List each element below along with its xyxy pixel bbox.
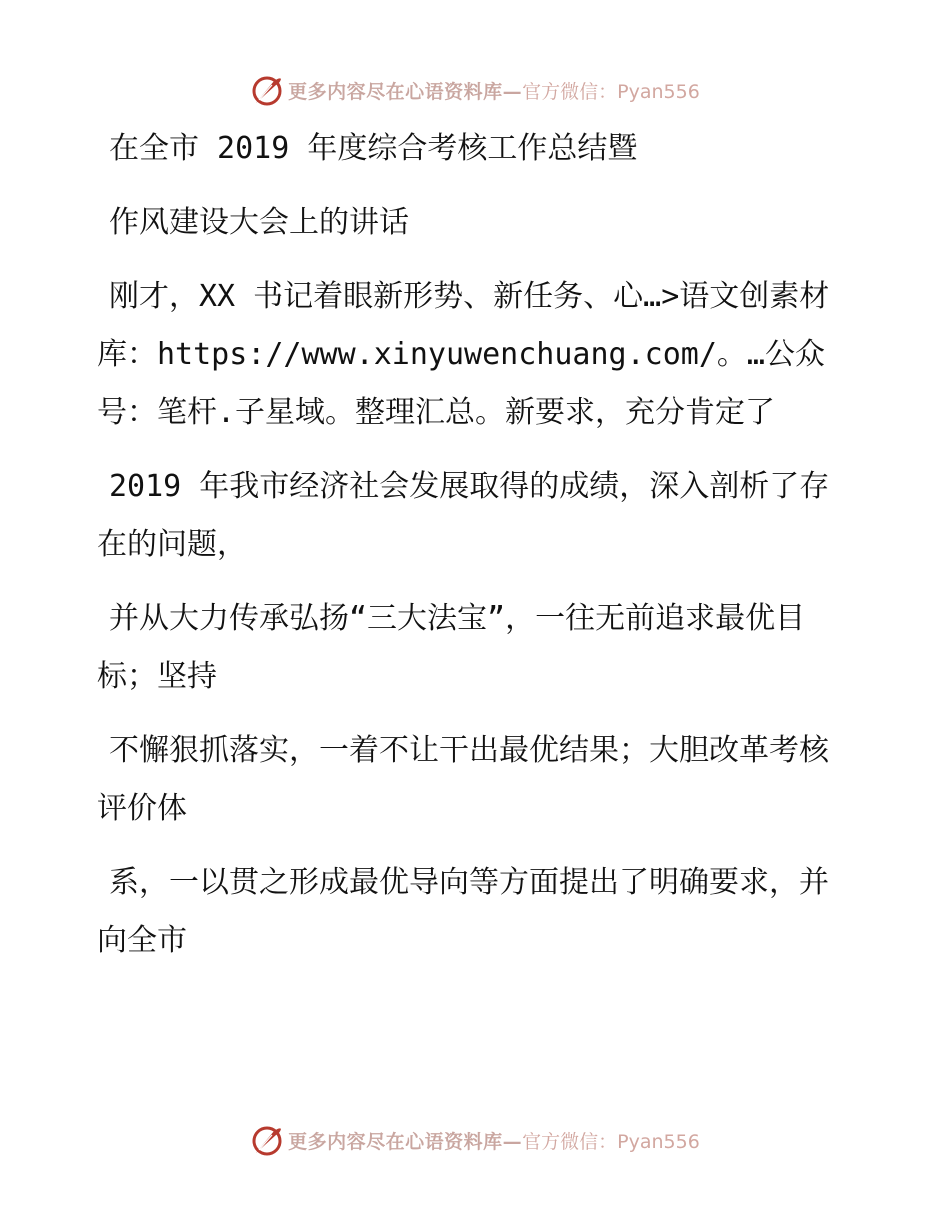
feather-pen-logo-icon: [250, 1123, 284, 1157]
banner-site-text: 更多内容尽在心语资料库—: [288, 1130, 523, 1153]
footer-banner: [0, 1120, 950, 1160]
header-banner: [0, 70, 950, 110]
banner-wechat-text: 官方微信：Pyan556: [522, 1130, 700, 1153]
paragraph-1: 刚才，XX 书记着眼新形势、新任务、心…>语文创素材库：https://www.xinyuwenchuang.com/。…公众号：笔杆.子星域。整理汇总。新要求，充分肯定了: [97, 279, 830, 430]
feather-pen-logo-icon: [250, 73, 284, 107]
banner-wechat-text: 官方微信：Pyan556: [522, 80, 700, 103]
document-body: [97, 120, 857, 970]
document-title-line-1: 在全市 2019 年度综合考核工作总结暨: [109, 131, 638, 166]
paragraph-5: 系，一以贯之形成最优导向等方面提出了明确要求，并向全市: [97, 865, 829, 958]
banner-site-text: 更多内容尽在心语资料库—: [288, 80, 523, 103]
paragraph-4: 不懈狠抓落实，一着不让干出最优结果；大胆改革考核评价体: [97, 733, 829, 826]
document-title-line-2: 作风建设大会上的讲话: [109, 205, 409, 240]
paragraph-3: 并从大力传承弘扬“三大法宝”，一往无前追求最优目标；坚持: [97, 601, 806, 694]
paragraph-2: 2019 年我市经济社会发展取得的成绩，深入剖析了存在的问题，: [97, 469, 830, 562]
